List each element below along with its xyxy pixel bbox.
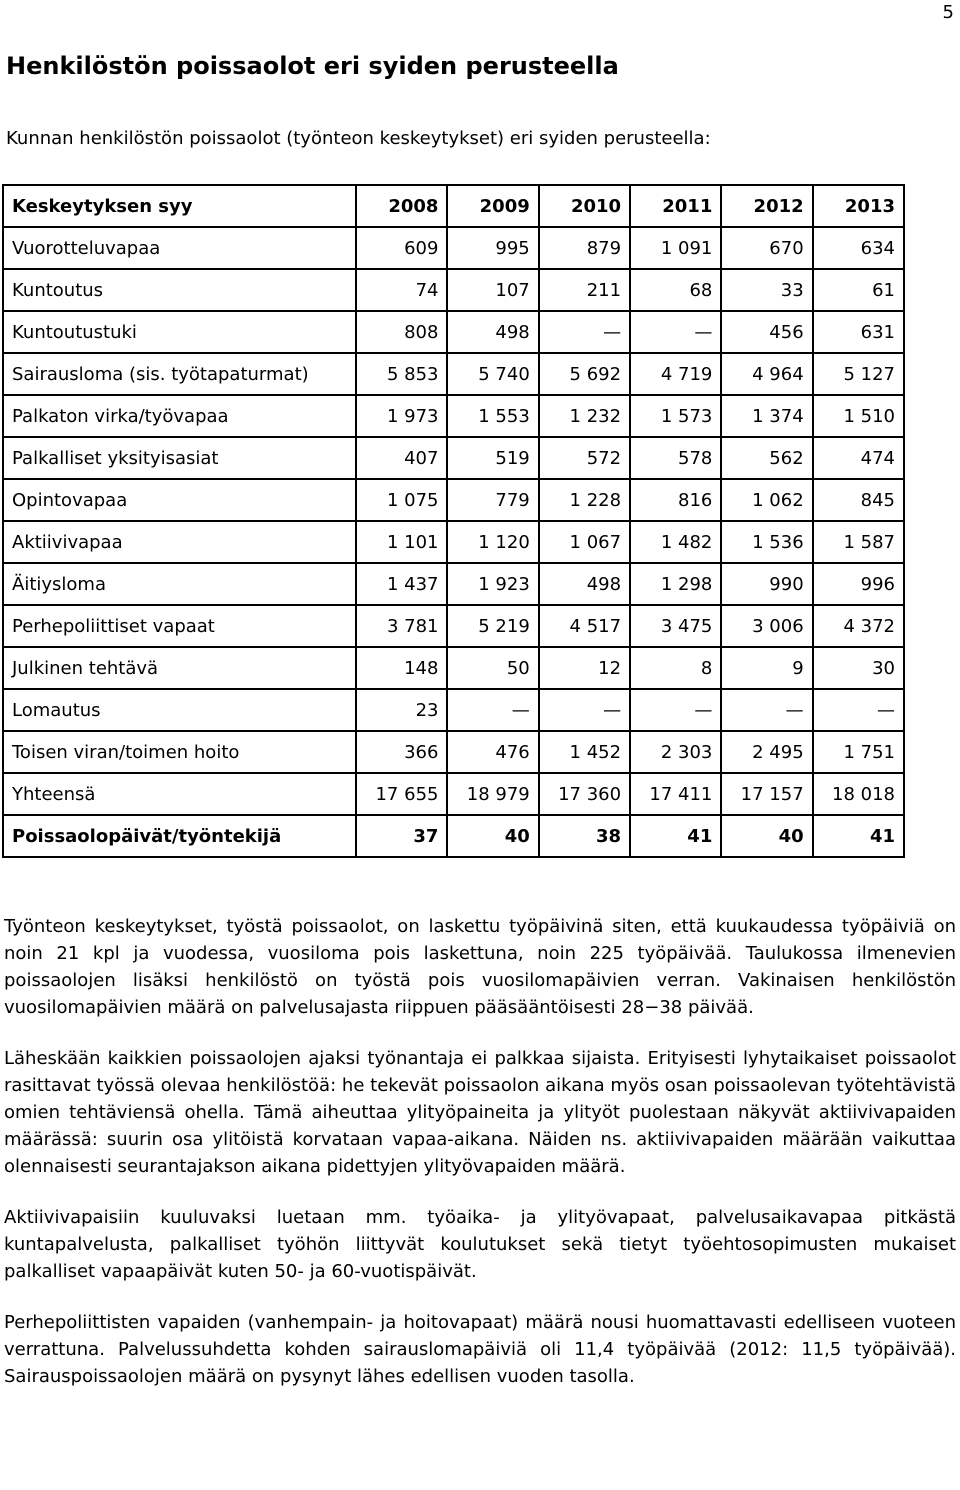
value-cell: 1 374 [721, 395, 812, 437]
value-cell: 5 219 [447, 605, 538, 647]
value-cell: 995 [447, 227, 538, 269]
value-cell: 17 360 [539, 773, 630, 815]
value-cell: 1 587 [813, 521, 904, 563]
row-label-cell: Palkalliset yksityisasiat [3, 437, 356, 479]
row-label-cell: Kuntoutus [3, 269, 356, 311]
table-row [3, 773, 904, 815]
value-cell: 845 [813, 479, 904, 521]
value-cell: — [630, 689, 721, 731]
value-cell: 1 298 [630, 563, 721, 605]
paragraph: Perhepoliittisten vapaiden (vanhempain- ja hoitovapaat) määrä nousi huomattavasti edelliseen vuoteen verrattuna. Palvelussuhdetta kohden sairauslomapäiviä oli 11,4 työpäivää (2012: 11,5 työpäivää). Sairauspoissaolojen määrä on pysynyt lähes edellisen vuoden tasolla. [4, 1312, 956, 1387]
value-cell: 17 655 [356, 773, 447, 815]
value-cell: 5 853 [356, 353, 447, 395]
value-cell: 211 [539, 269, 630, 311]
table-row [3, 395, 904, 437]
column-header: 2009 [447, 185, 538, 227]
value-cell: 5 740 [447, 353, 538, 395]
value-cell: — [447, 689, 538, 731]
value-cell: — [630, 311, 721, 353]
row-label-cell: Opintovapaa [3, 479, 356, 521]
value-cell: 498 [539, 563, 630, 605]
table-row [3, 227, 904, 269]
value-cell: 1 232 [539, 395, 630, 437]
row-label-cell: Yhteensä [3, 773, 356, 815]
table-row [3, 311, 904, 353]
column-header: 2013 [813, 185, 904, 227]
value-cell: 1 452 [539, 731, 630, 773]
column-header: Keskeytyksen syy [3, 185, 356, 227]
value-cell: 33 [721, 269, 812, 311]
value-cell: 407 [356, 437, 447, 479]
value-cell: 5 692 [539, 353, 630, 395]
value-cell: 1 573 [630, 395, 721, 437]
row-label-cell: Palkaton virka/työvapaa [3, 395, 356, 437]
page-title: Henkilöstön poissaolot eri syiden perusteella [6, 52, 619, 80]
paragraph: Läheskään kaikkien poissaolojen ajaksi työnantaja ei palkkaa sijaista. Erityisesti lyhytaikaiset poissaolot rasittavat työssä olevaa henkilöstöä: he tekevät poissaolon aikana myös osan poissaolevan työtehtävistä omien tehtäviensä ohella. Tämä aiheuttaa ylityöpaineita ja ylityöt puolestaan näkyvät aktiivivapaiden määrässä: suurin osa ylitöistä korvataan vapaa-aikana. Näiden ns. aktiivivapaiden määrään vaikuttaa olennaisesti seurantajakson aikana pidettyjen ylityövapaiden määrä. [4, 1048, 956, 1177]
paragraph: Aktiivivapaisiin kuuluvaksi luetaan mm. työaika- ja ylityövapaat, palvelusaikavapaa pitkästä kuntapalvelusta, palkalliset työhön liittyvät koulutukset sekä tietyt työehtosopimusten mukaiset palkalliset vapaapäivät kuten 50- ja 60-vuotispäivät. [4, 1207, 956, 1282]
row-label-cell: Lomautus [3, 689, 356, 731]
row-label-cell: Julkinen tehtävä [3, 647, 356, 689]
value-cell: 779 [447, 479, 538, 521]
body-text [4, 913, 956, 1414]
column-header: 2010 [539, 185, 630, 227]
value-cell: 5 127 [813, 353, 904, 395]
value-cell: 609 [356, 227, 447, 269]
value-cell: 40 [721, 815, 812, 857]
value-cell: 670 [721, 227, 812, 269]
table-row [3, 437, 904, 479]
row-label-cell: Toisen viran/toimen hoito [3, 731, 356, 773]
value-cell: — [813, 689, 904, 731]
value-cell: 1 482 [630, 521, 721, 563]
value-cell: 996 [813, 563, 904, 605]
value-cell: 1 437 [356, 563, 447, 605]
value-cell: 1 923 [447, 563, 538, 605]
value-cell: 562 [721, 437, 812, 479]
row-label-cell: Kuntoutustuki [3, 311, 356, 353]
value-cell: 18 018 [813, 773, 904, 815]
value-cell: 17 157 [721, 773, 812, 815]
value-cell: 61 [813, 269, 904, 311]
table-header-row [3, 185, 904, 227]
value-cell: 4 719 [630, 353, 721, 395]
table-body [3, 227, 904, 857]
absence-table [2, 184, 905, 858]
value-cell: 1 075 [356, 479, 447, 521]
row-label-cell: Perhepoliittiset vapaat [3, 605, 356, 647]
value-cell: 879 [539, 227, 630, 269]
value-cell: 519 [447, 437, 538, 479]
value-cell: 474 [813, 437, 904, 479]
table-row [3, 605, 904, 647]
value-cell: 9 [721, 647, 812, 689]
table-row [3, 269, 904, 311]
value-cell: 1 510 [813, 395, 904, 437]
table-row [3, 815, 904, 857]
value-cell: 68 [630, 269, 721, 311]
value-cell: — [539, 311, 630, 353]
table-row [3, 689, 904, 731]
value-cell: 1 091 [630, 227, 721, 269]
value-cell: 37 [356, 815, 447, 857]
value-cell: 476 [447, 731, 538, 773]
value-cell: — [721, 689, 812, 731]
value-cell: 990 [721, 563, 812, 605]
value-cell: 4 517 [539, 605, 630, 647]
value-cell: 1 973 [356, 395, 447, 437]
page-number: 5 [942, 2, 954, 23]
value-cell: 816 [630, 479, 721, 521]
value-cell: 3 475 [630, 605, 721, 647]
column-header: 2012 [721, 185, 812, 227]
value-cell: 1 553 [447, 395, 538, 437]
value-cell: 107 [447, 269, 538, 311]
value-cell: — [539, 689, 630, 731]
value-cell: 40 [447, 815, 538, 857]
value-cell: 148 [356, 647, 447, 689]
value-cell: 41 [813, 815, 904, 857]
table-row [3, 521, 904, 563]
value-cell: 1 062 [721, 479, 812, 521]
value-cell: 23 [356, 689, 447, 731]
paragraph: Työnteon keskeytykset, työstä poissaolot, on laskettu työpäivinä siten, että kuukaudessa työpäiviä on noin 21 kpl ja vuodessa, vuosiloma pois laskettuna, noin 225 työpäivää. Taulukossa ilmenevien poissaolojen lisäksi henkilöstö on työstä pois vuosilomapäivien verran. Vakinaisen henkilöstön vuosilomapäivien määrä on palvelusajasta riippuen pääsääntöisesti 28−38 päivää. [4, 916, 956, 1018]
value-cell: 4 964 [721, 353, 812, 395]
value-cell: 74 [356, 269, 447, 311]
value-cell: 634 [813, 227, 904, 269]
value-cell: 1 751 [813, 731, 904, 773]
value-cell: 41 [630, 815, 721, 857]
value-cell: 498 [447, 311, 538, 353]
column-header: 2008 [356, 185, 447, 227]
row-label-cell: Vuorotteluvapaa [3, 227, 356, 269]
value-cell: 4 372 [813, 605, 904, 647]
value-cell: 1 067 [539, 521, 630, 563]
value-cell: 366 [356, 731, 447, 773]
intro-text: Kunnan henkilöstön poissaolot (työnteon keskeytykset) eri syiden perusteella: [6, 128, 711, 149]
value-cell: 578 [630, 437, 721, 479]
table-row [3, 731, 904, 773]
value-cell: 1 228 [539, 479, 630, 521]
value-cell: 631 [813, 311, 904, 353]
value-cell: 38 [539, 815, 630, 857]
value-cell: 456 [721, 311, 812, 353]
value-cell: 1 101 [356, 521, 447, 563]
value-cell: 2 303 [630, 731, 721, 773]
row-label-cell: Poissaolopäivät/työntekijä [3, 815, 356, 857]
value-cell: 572 [539, 437, 630, 479]
table-row [3, 563, 904, 605]
value-cell: 808 [356, 311, 447, 353]
value-cell: 50 [447, 647, 538, 689]
value-cell: 1 536 [721, 521, 812, 563]
row-label-cell: Äitiysloma [3, 563, 356, 605]
value-cell: 3 006 [721, 605, 812, 647]
table-row [3, 647, 904, 689]
value-cell: 1 120 [447, 521, 538, 563]
table-row [3, 479, 904, 521]
row-label-cell: Sairausloma (sis. työtapaturmat) [3, 353, 356, 395]
value-cell: 12 [539, 647, 630, 689]
value-cell: 3 781 [356, 605, 447, 647]
value-cell: 8 [630, 647, 721, 689]
value-cell: 17 411 [630, 773, 721, 815]
value-cell: 2 495 [721, 731, 812, 773]
value-cell: 18 979 [447, 773, 538, 815]
table-row [3, 353, 904, 395]
column-header: 2011 [630, 185, 721, 227]
row-label-cell: Aktiivivapaa [3, 521, 356, 563]
value-cell: 30 [813, 647, 904, 689]
